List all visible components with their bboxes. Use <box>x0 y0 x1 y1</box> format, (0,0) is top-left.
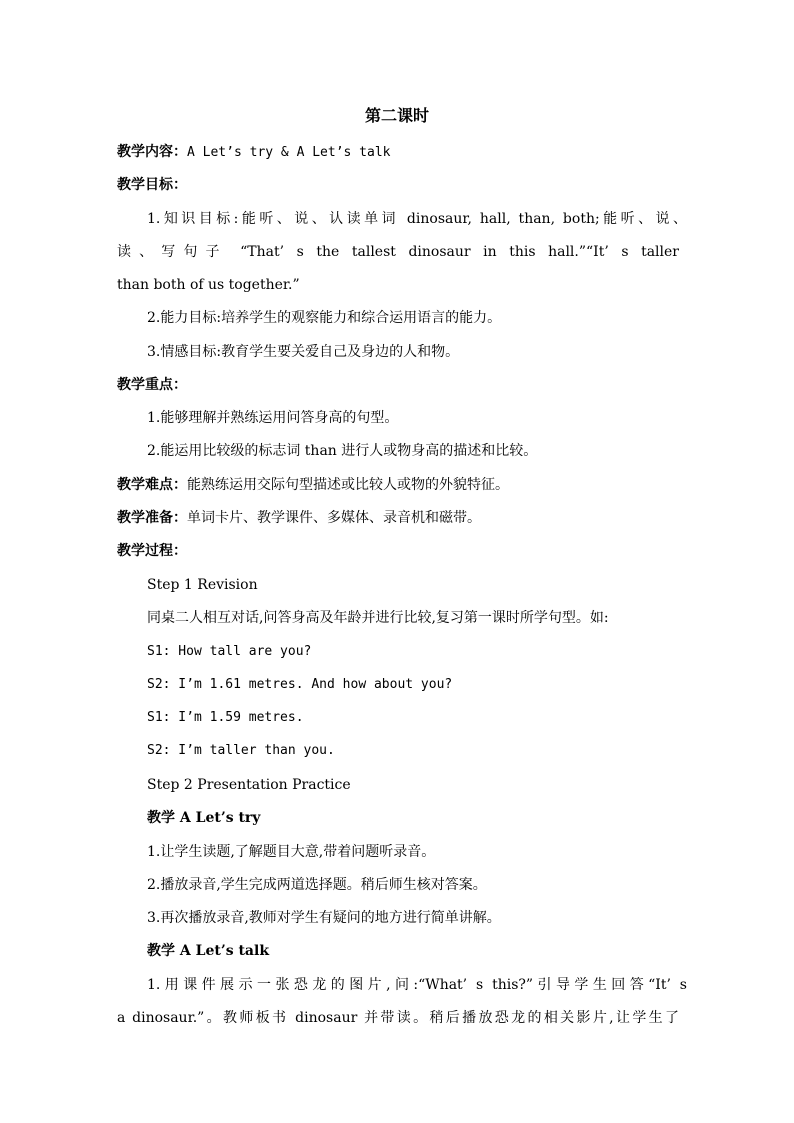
step1-heading: Step 1 Revision <box>147 577 258 593</box>
dialogue-line-3: S1: I’m 1.59 metres. <box>147 710 304 725</box>
talk-line-2: a dinosaur.”。教师板书 dinosaur 并带读。稍后播放恐龙的相关影片,让学生了 <box>117 1010 679 1026</box>
talk-heading: 教学 A Let’s talk <box>147 943 270 959</box>
objective-1-line-1: 1.知识目标:能听、说、认读单词 dinosaur, hall, than, both;能听、说、 <box>147 211 687 227</box>
page-title: 第二课时 <box>364 106 429 125</box>
difficulties-text: 能熟练运用交际句型描述或比较人或物的外貌特征。 <box>187 477 509 493</box>
process-label: 教学过程： <box>117 543 187 559</box>
try-item-3: 3.再次播放录音,教师对学生有疑问的地方进行简单讲解。 <box>147 910 501 926</box>
key-point-2: 2.能运用比较级的标志词 than 进行人或物身高的描述和比较。 <box>147 443 538 459</box>
try-heading: 教学 A Let’s try <box>147 810 261 826</box>
content-text: A Let’s try & A Let’s talk <box>187 145 391 160</box>
talk-line-1: 1.用课件展示一张恐龙的图片,问:“What’ s this?”引导学生回答“It’ s <box>147 977 687 993</box>
dialogue-line-2: S2: I’m 1.61 metres. And how about you? <box>147 677 453 692</box>
difficulties-label: 教学难点： <box>117 477 187 493</box>
objective-3: 3.情感目标:教育学生要关爱自己及身边的人和物。 <box>147 344 460 360</box>
try-item-1: 1.让学生读题,了解题目大意,带着问题听录音。 <box>147 844 436 860</box>
content-row <box>117 142 679 163</box>
objective-2: 2.能力目标:培养学生的观察能力和综合运用语言的能力。 <box>147 310 502 326</box>
difficulties-row <box>117 475 679 495</box>
content-label: 教学内容： <box>117 144 187 160</box>
preparation-label: 教学准备： <box>117 510 187 526</box>
preparation-text: 单词卡片、教学课件、多媒体、录音机和磁带。 <box>187 510 481 526</box>
objective-1-line-2: 读、写句子 “That’ s the tallest dinosaur in this hall.”“It’ s taller <box>117 244 679 260</box>
objectives-label: 教学目标： <box>117 177 187 193</box>
objective-1-line-3: than both of us together.” <box>117 277 300 293</box>
key-points-label: 教学重点： <box>117 377 187 393</box>
preparation-row <box>117 508 679 528</box>
step1-intro: 同桌二人相互对话,问答身高及年龄并进行比较,复习第一课时所学句型。如: <box>147 610 609 626</box>
dialogue-line-1: S1: How tall are you? <box>147 644 312 659</box>
try-item-2: 2.播放录音,学生完成两道选择题。稍后师生核对答案。 <box>147 877 487 893</box>
step2-heading: Step 2 Presentation Practice <box>147 777 351 793</box>
key-point-1: 1.能够理解并熟练运用问答身高的句型。 <box>147 410 399 426</box>
dialogue-line-4: S2: I’m taller than you. <box>147 743 335 758</box>
